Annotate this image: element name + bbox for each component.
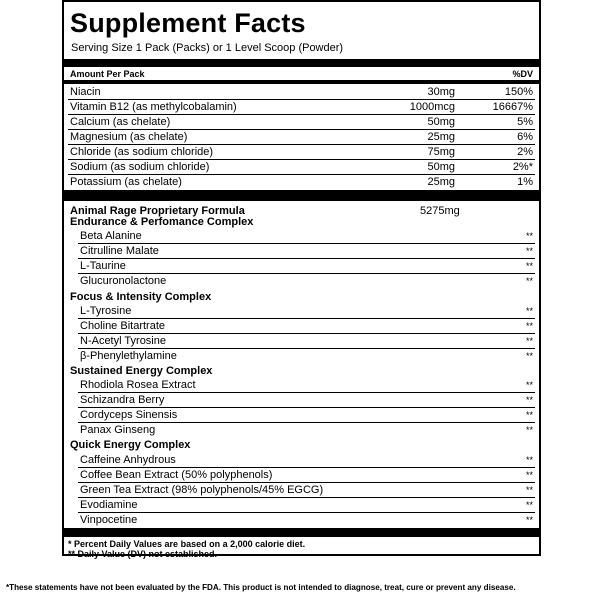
ingredient-name: Panax Ginseng [80, 424, 156, 436]
blend-name [70, 206, 253, 228]
ingredient-row [78, 423, 535, 438]
ingredient-row [78, 304, 535, 319]
ingredient-name: Vinpocetine [80, 514, 138, 526]
ingredient-row [78, 393, 535, 408]
fda-disclaimer: *These statements have not been evaluated by the FDA. This product is not intended to diagnose, treat, cure or prevent any disease. [6, 583, 516, 592]
ingredient-name: Cordyceps Sinensis [80, 409, 178, 421]
ingredient-row [78, 229, 535, 244]
nutrient-amount: 1000mcg [409, 101, 455, 113]
blend-name-line: Endurance & Perfomance Complex [70, 216, 254, 228]
ingredient-name: Glucuronolactone [80, 275, 167, 287]
nutrient-amount: 25mg [427, 176, 455, 188]
ingredient-name: N-Acetyl Tyrosine [80, 335, 166, 347]
ingredient-dv: ** [525, 276, 533, 286]
nutrient-name: Niacin [70, 86, 101, 98]
nutrient-dv: 2%* [512, 161, 533, 173]
nutrient-name: Chloride (as sodium chloride) [70, 146, 214, 158]
ingredient-row [78, 274, 535, 289]
ingredient-row [78, 319, 535, 334]
ingredient-row [78, 483, 535, 498]
ingredient-dv: ** [525, 425, 533, 435]
ingredient-row [78, 334, 535, 349]
panel-title: Supplement Facts [70, 8, 306, 38]
nutrient-name: Potassium (as chelate) [70, 176, 182, 188]
nutrient-amount: 75mg [427, 146, 455, 158]
ingredient-row [78, 408, 535, 423]
ingredient-dv: ** [525, 395, 533, 405]
ingredient-name: Citrulline Malate [80, 245, 159, 257]
nutrient-name: Vitamin B12 (as methylcobalamin) [70, 101, 237, 113]
ingredient-name: Evodiamine [80, 499, 138, 511]
ingredient-row [78, 468, 535, 483]
ingredient-dv: ** [525, 455, 533, 465]
ingredient-row [78, 349, 535, 364]
amount-per-pack-label: Amount Per Pack [70, 69, 145, 79]
nutrient-dv: 5% [517, 116, 533, 128]
ingredient-row [78, 378, 535, 393]
nutrient-amount: 50mg [427, 116, 455, 128]
nutrient-name: Calcium (as chelate) [70, 116, 171, 128]
thick-divider [64, 528, 539, 537]
supplement-facts-panel [62, 0, 541, 559]
nutrient-row [68, 130, 535, 145]
ingredient-dv: ** [525, 321, 533, 331]
ingredient-name: L-Tyrosine [80, 305, 132, 317]
ingredient-dv: ** [525, 246, 533, 256]
nutrient-row [68, 85, 535, 100]
ingredient-dv: ** [525, 410, 533, 420]
amount-header [70, 68, 533, 80]
ingredient-row [78, 498, 535, 513]
nutrient-dv: 16667% [492, 101, 533, 113]
footnote-line: ** Daily Value (DV) not established. [68, 549, 218, 559]
ingredient-dv: ** [525, 231, 533, 241]
nutrient-row [68, 100, 535, 115]
ingredient-row [78, 259, 535, 274]
group-title: Focus & Intensity Complex [70, 291, 212, 303]
nutrient-row [68, 115, 535, 130]
blend-name-line: Animal Rage Proprietary Formula [70, 205, 245, 217]
ingredient-name: Schizandra Berry [80, 394, 165, 406]
thick-divider [64, 190, 539, 201]
ingredient-dv: ** [525, 351, 533, 361]
dv-label: %DV [512, 69, 533, 79]
thick-divider [64, 59, 539, 67]
nutrient-dv: 6% [517, 131, 533, 143]
nutrient-amount: 25mg [427, 131, 455, 143]
ingredient-row [78, 453, 535, 468]
ingredient-name: Caffeine Anhydrous [80, 454, 176, 466]
footnote-line: * Percent Daily Values are based on a 2,000 calorie diet. [68, 539, 306, 549]
nutrient-row [68, 145, 535, 160]
ingredient-dv: ** [525, 500, 533, 510]
ingredient-dv: ** [525, 485, 533, 495]
medium-divider [64, 80, 539, 84]
nutrient-dv: 1% [517, 176, 533, 188]
nutrient-name: Magnesium (as chelate) [70, 131, 188, 143]
footnotes [68, 539, 305, 559]
group-title: Sustained Energy Complex [70, 365, 213, 377]
nutrient-amount: 50mg [427, 161, 455, 173]
ingredient-name: Coffee Bean Extract (50% polyphenols) [80, 469, 273, 481]
ingredient-name: Green Tea Extract (98% polyphenols/45% EGCG) [80, 484, 324, 496]
ingredient-name: L-Taurine [80, 260, 126, 272]
ingredient-dv: ** [525, 306, 533, 316]
ingredient-name: Choline Bitartrate [80, 320, 165, 332]
blend-amount: 5275mg [420, 205, 460, 217]
ingredient-row [78, 513, 535, 528]
nutrient-row [68, 160, 535, 175]
nutrient-name: Sodium (as sodium chloride) [70, 161, 210, 173]
ingredient-dv: ** [525, 336, 533, 346]
nutrient-row [68, 175, 535, 190]
ingredient-dv: ** [525, 470, 533, 480]
nutrient-dv: 150% [504, 86, 533, 98]
ingredient-name: Rhodiola Rosea Extract [80, 379, 196, 391]
ingredient-dv: ** [525, 380, 533, 390]
nutrient-amount: 30mg [427, 86, 455, 98]
serving-size: Serving Size 1 Pack (Packs) or 1 Level Scoop (Powder) [71, 42, 344, 54]
group-title: Quick Energy Complex [70, 439, 191, 451]
ingredient-dv: ** [525, 515, 533, 525]
ingredient-dv: ** [525, 261, 533, 271]
nutrient-dv: 2% [517, 146, 533, 158]
ingredient-name: Beta Alanine [80, 230, 142, 242]
ingredient-row [78, 244, 535, 259]
ingredient-name: β-Phenylethylamine [80, 350, 177, 362]
